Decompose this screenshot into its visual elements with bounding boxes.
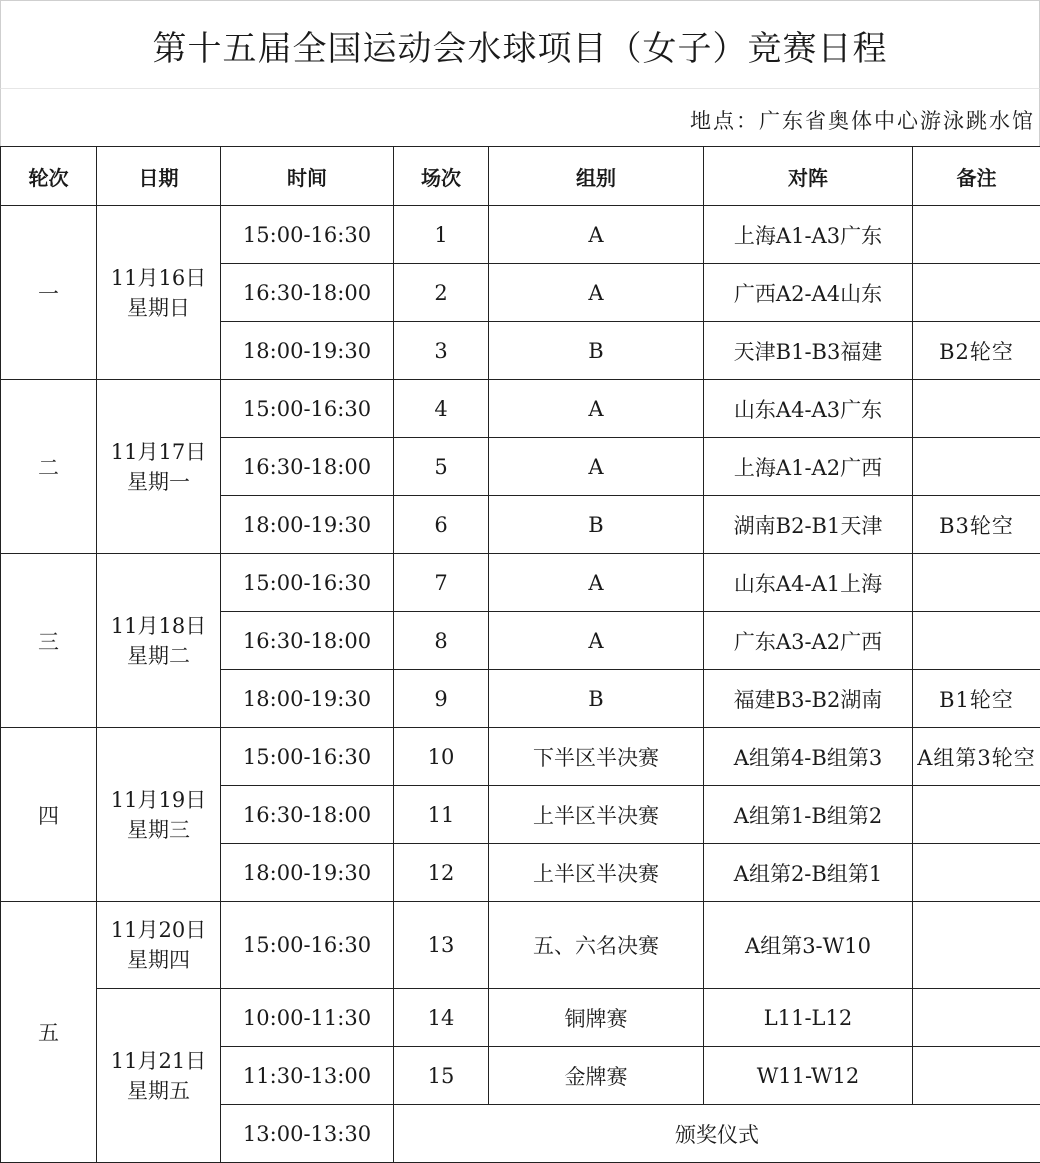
header-group: 组别 xyxy=(489,147,704,206)
teams-cell: 广东A3-A2广西 xyxy=(704,612,913,670)
weekday-text: 星期二 xyxy=(127,643,190,668)
match-cell: 5 xyxy=(394,438,489,496)
date-text: 11月18日 xyxy=(110,613,207,638)
note-cell xyxy=(913,989,1040,1047)
time-cell: 10:00-11:30 xyxy=(221,989,394,1047)
time-cell: 11:30-13:00 xyxy=(221,1047,394,1105)
round-cell: 一 xyxy=(1,206,97,380)
teams-cell: 上海A1-A3广东 xyxy=(704,206,913,264)
header-time: 时间 xyxy=(221,147,394,206)
group-cell: A xyxy=(489,206,704,264)
note-cell xyxy=(913,380,1040,438)
weekday-text: 星期日 xyxy=(127,295,190,320)
match-cell: 15 xyxy=(394,1047,489,1105)
match-cell: 2 xyxy=(394,264,489,322)
round-cell: 二 xyxy=(1,380,97,554)
teams-cell: L11-L12 xyxy=(704,989,913,1047)
teams-cell: A组第4-B组第3 xyxy=(704,728,913,786)
teams-cell: A组第3-W10 xyxy=(704,902,913,989)
group-cell: 上半区半决赛 xyxy=(489,786,704,844)
weekday-text: 星期四 xyxy=(127,948,190,972)
date-cell xyxy=(97,902,221,989)
round-cell: 五 xyxy=(1,902,97,1163)
teams-cell: A组第2-B组第1 xyxy=(704,844,913,902)
group-cell: B xyxy=(489,496,704,554)
title-bar xyxy=(0,0,1040,89)
match-cell: 6 xyxy=(394,496,489,554)
match-cell: 9 xyxy=(394,670,489,728)
group-cell: A xyxy=(489,554,704,612)
teams-cell: 广西A2-A4山东 xyxy=(704,264,913,322)
round-cell: 三 xyxy=(1,554,97,728)
note-cell: B1轮空 xyxy=(913,670,1040,728)
weekday-text: 星期三 xyxy=(127,817,190,842)
time-cell: 16:30-18:00 xyxy=(221,438,394,496)
note-cell: B2轮空 xyxy=(913,322,1040,380)
header-teams: 对阵 xyxy=(704,147,913,206)
note-cell xyxy=(913,554,1040,612)
teams-cell: W11-W12 xyxy=(704,1047,913,1105)
table-row xyxy=(1,902,1040,989)
time-cell: 18:00-19:30 xyxy=(221,496,394,554)
header-row xyxy=(1,147,1040,206)
date-cell xyxy=(97,380,221,554)
date-text: 11月17日 xyxy=(110,439,207,464)
header-round: 轮次 xyxy=(1,147,97,206)
teams-cell: 山东A4-A1上海 xyxy=(704,554,913,612)
teams-cell: 天津B1-B3福建 xyxy=(704,322,913,380)
group-cell: B xyxy=(489,322,704,380)
match-cell: 12 xyxy=(394,844,489,902)
schedule-table xyxy=(0,146,1040,1163)
match-cell: 3 xyxy=(394,322,489,380)
match-cell: 13 xyxy=(394,902,489,989)
time-cell: 15:00-16:30 xyxy=(221,728,394,786)
match-cell: 10 xyxy=(394,728,489,786)
page-title: 第十五届全国运动会水球项目（女子）竞赛日程 xyxy=(152,28,888,69)
table-row xyxy=(1,206,1040,264)
note-cell xyxy=(913,206,1040,264)
time-cell: 15:00-16:30 xyxy=(221,206,394,264)
group-cell: A xyxy=(489,438,704,496)
date-cell xyxy=(97,206,221,380)
table-row xyxy=(1,989,1040,1047)
note-cell: A组第3轮空 xyxy=(913,728,1040,786)
time-cell: 15:00-16:30 xyxy=(221,554,394,612)
match-cell: 14 xyxy=(394,989,489,1047)
date-text: 11月21日 xyxy=(110,1048,207,1073)
teams-cell: 湖南B2-B1天津 xyxy=(704,496,913,554)
weekday-text: 星期五 xyxy=(127,1078,190,1103)
venue-label: 地点：广东省奥体中心游泳跳水馆 xyxy=(690,109,1035,133)
teams-cell: 山东A4-A3广东 xyxy=(704,380,913,438)
group-cell: 五、六名决赛 xyxy=(489,902,704,989)
header-date: 日期 xyxy=(97,147,221,206)
time-cell: 16:30-18:00 xyxy=(221,264,394,322)
date-cell xyxy=(97,554,221,728)
group-cell: A xyxy=(489,264,704,322)
time-cell: 16:30-18:00 xyxy=(221,612,394,670)
date-text: 11月20日 xyxy=(110,918,207,942)
note-cell: B3轮空 xyxy=(913,496,1040,554)
note-cell xyxy=(913,786,1040,844)
group-cell: 金牌赛 xyxy=(489,1047,704,1105)
header-match: 场次 xyxy=(394,147,489,206)
time-cell: 15:00-16:30 xyxy=(221,902,394,989)
teams-cell: 上海A1-A2广西 xyxy=(704,438,913,496)
match-cell: 4 xyxy=(394,380,489,438)
table-row xyxy=(1,728,1040,786)
time-cell: 16:30-18:00 xyxy=(221,786,394,844)
group-cell: A xyxy=(489,380,704,438)
match-cell: 7 xyxy=(394,554,489,612)
match-cell: 1 xyxy=(394,206,489,264)
ceremony-cell: 颁奖仪式 xyxy=(394,1105,1040,1163)
teams-cell: 福建B3-B2湖南 xyxy=(704,670,913,728)
time-cell: 18:00-19:30 xyxy=(221,844,394,902)
table-row xyxy=(1,380,1040,438)
date-text: 11月16日 xyxy=(110,265,207,290)
note-cell xyxy=(913,844,1040,902)
time-cell: 18:00-19:30 xyxy=(221,322,394,380)
time-cell: 15:00-16:30 xyxy=(221,380,394,438)
group-cell: 下半区半决赛 xyxy=(489,728,704,786)
teams-cell: A组第1-B组第2 xyxy=(704,786,913,844)
match-cell: 11 xyxy=(394,786,489,844)
time-cell: 18:00-19:30 xyxy=(221,670,394,728)
table-row xyxy=(1,554,1040,612)
round-cell: 四 xyxy=(1,728,97,902)
date-cell xyxy=(97,728,221,902)
group-cell: B xyxy=(489,670,704,728)
note-cell xyxy=(913,902,1040,989)
date-cell xyxy=(97,989,221,1163)
note-cell xyxy=(913,612,1040,670)
group-cell: 上半区半决赛 xyxy=(489,844,704,902)
group-cell: 铜牌赛 xyxy=(489,989,704,1047)
weekday-text: 星期一 xyxy=(127,469,190,494)
group-cell: A xyxy=(489,612,704,670)
date-text: 11月19日 xyxy=(110,787,207,812)
note-cell xyxy=(913,438,1040,496)
header-note: 备注 xyxy=(913,147,1040,206)
match-cell: 8 xyxy=(394,612,489,670)
note-cell xyxy=(913,264,1040,322)
note-cell xyxy=(913,1047,1040,1105)
venue-bar xyxy=(0,88,1040,146)
time-cell: 13:00-13:30 xyxy=(221,1105,394,1163)
